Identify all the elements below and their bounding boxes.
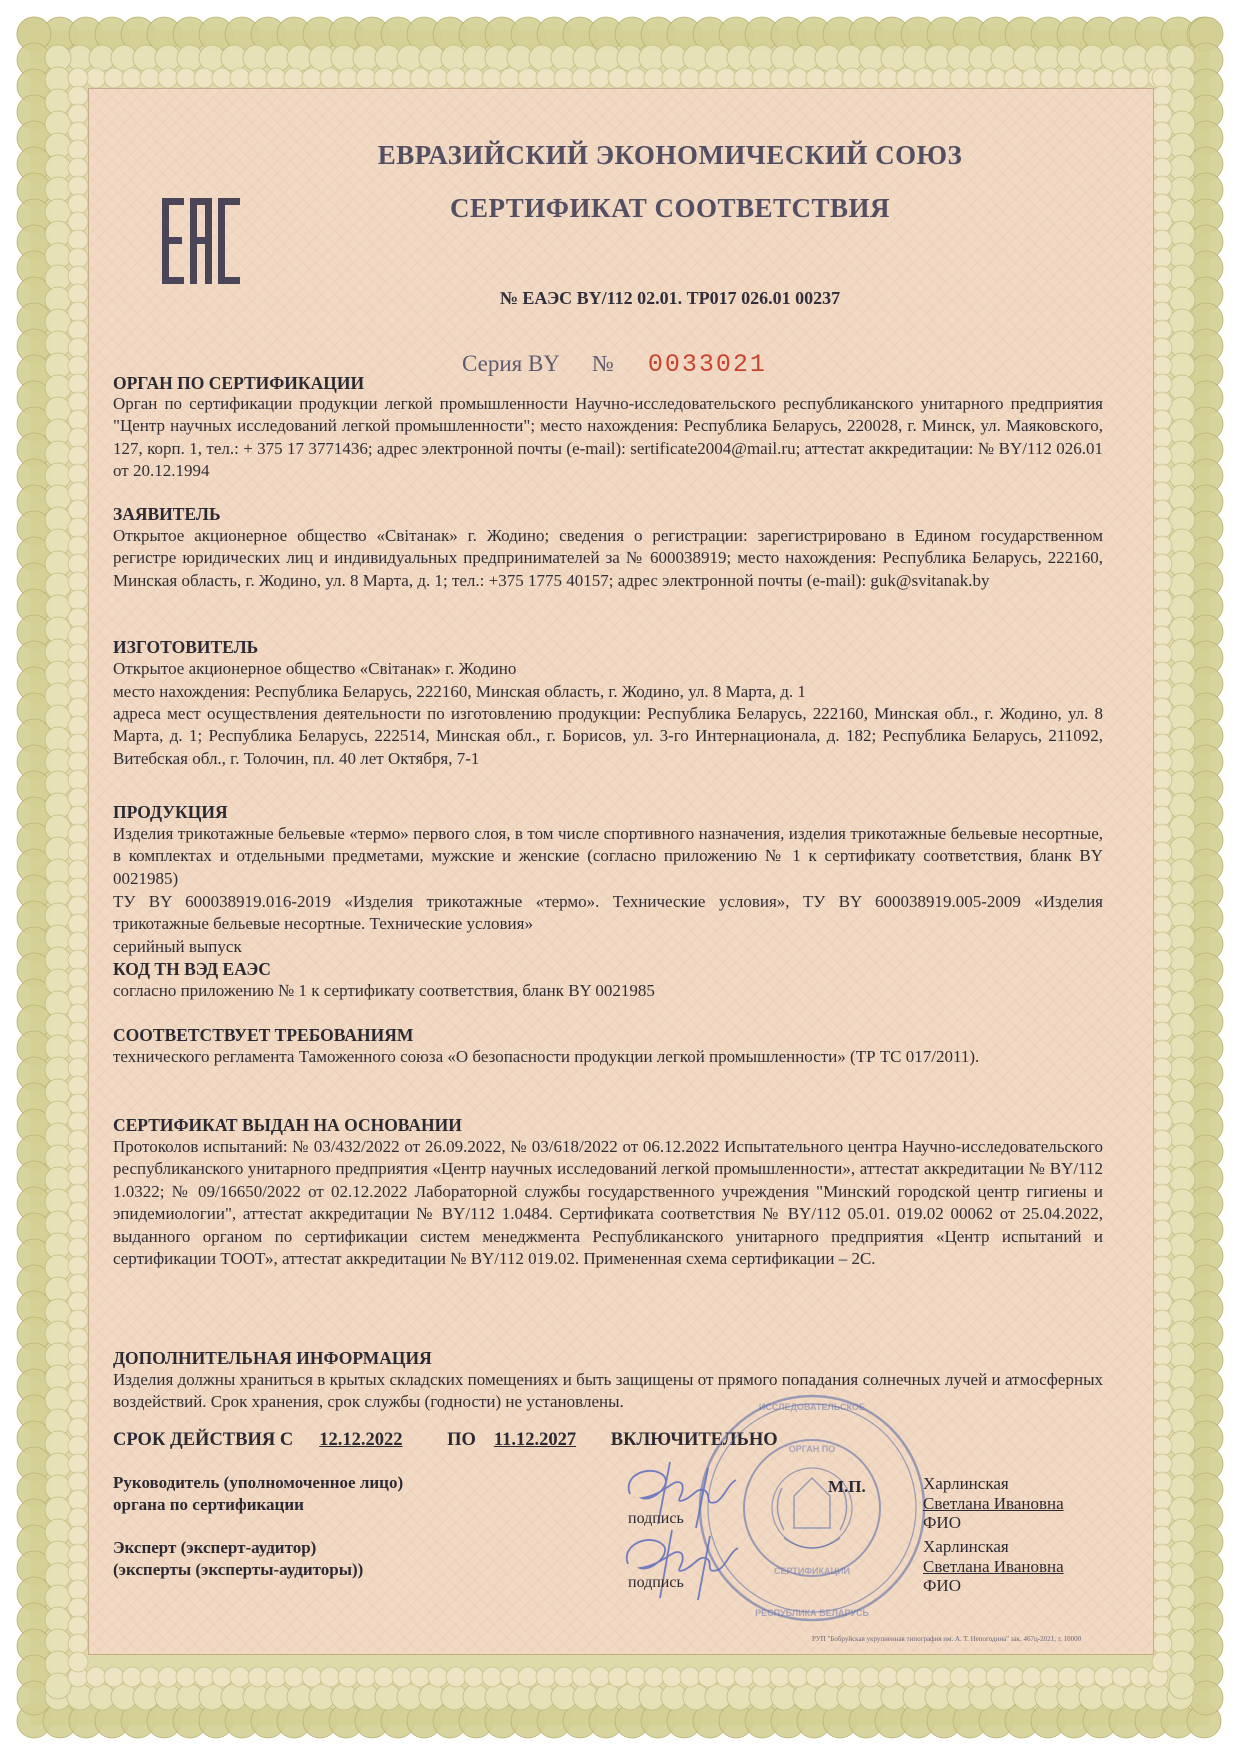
signature-1-caption: подпись bbox=[628, 1510, 684, 1527]
number-sign: № bbox=[591, 351, 614, 376]
series-number: 0033021 bbox=[647, 350, 767, 379]
head-given-names: Светлана Ивановна bbox=[923, 1493, 1064, 1513]
manufacturer-sites: адреса мест осуществления деятельности по изготовлению продукции: Республика Беларусь, 222160, Минская обл., г. Жодино, ул. 8 Марта, д. 1; Республика Беларусь, 222514, Минская обл., г. Борисов, ул. 3-го Интернационала, д. 182; Республика Беларусь, 211092, Витебская обл., г. Толочин, пл. 40 лет Октября, 7-1 bbox=[113, 704, 1103, 768]
validity-to-date: 11.12.2027 bbox=[493, 1430, 577, 1450]
svg-text:ОРГАН ПО: ОРГАН ПО bbox=[788, 1444, 836, 1454]
validity-to-label: ПО bbox=[447, 1430, 476, 1450]
validity-from-label: СРОК ДЕЙСТВИЯ С bbox=[113, 1430, 294, 1450]
expert-fio-caption: ФИО bbox=[923, 1576, 961, 1595]
head-label bbox=[113, 1472, 403, 1516]
signature-2-icon bbox=[612, 1520, 762, 1605]
section-title-certification-body: ОРГАН ПО СЕРТИФИКАЦИИ bbox=[113, 373, 365, 393]
validity-from-date: 12.12.2022 bbox=[319, 1430, 403, 1450]
section-title-applicant: ЗАЯВИТЕЛЬ bbox=[113, 504, 221, 524]
additional-text: Изделия должны храниться в крытых складских помещениях и быть защищены от прямого попадания солнечных лучей и атмосферных воздействий. Срок хранения, срок службы (годности) не установлены. bbox=[113, 1370, 1103, 1412]
tn-ved-text: согласно приложению № 1 к сертификату соответствия, бланк BY 0021985 bbox=[113, 981, 655, 1000]
svg-text:СЕРТИФИКАЦИИ: СЕРТИФИКАЦИИ bbox=[773, 1566, 851, 1576]
product-release-type: серийный выпуск bbox=[113, 937, 242, 956]
validity-line bbox=[113, 1430, 778, 1451]
requirements-text: технического регламента Таможенного союза «О безопасности продукции легкой промышленности» (ТР ТС 017/2011). bbox=[113, 1047, 980, 1066]
section-title-additional: ДОПОЛНИТЕЛЬНАЯ ИНФОРМАЦИЯ bbox=[113, 1348, 432, 1368]
union-heading: ЕВРАЗИЙСКИЙ ЭКОНОМИЧЕСКИЙ СОЮЗ bbox=[377, 140, 963, 170]
expert-label-line-2: (эксперты (эксперты-аудиторы)) bbox=[113, 1560, 364, 1579]
certificate-title: СЕРТИФИКАТ СООТВЕТСТВИЯ bbox=[449, 193, 891, 223]
head-name-block bbox=[923, 1474, 1064, 1533]
product-standards: ТУ BY 600038919.016-2019 «Изделия трикотажные «термо». Технические условия», ТУ BY 600038919.005-2009 «Изделия трикотажные бельевые несортные. Технические условия» bbox=[113, 892, 1103, 934]
certification-body-text: Орган по сертификации продукции легкой промышленности Научно-исследовательского республиканского унитарного предприятия "Центр научных исследований легкой промышленности"; место нахождения: Республика Беларусь, 220028, г. Минск, ул. Маяковского, 127, корп. 1, тел.: + 375 17 3771436; адрес электронной почты (e-mail): sertificate2004@mail.ru; аттестат аккредитации: № BY/112 026.01 от 20.12.1994 bbox=[113, 394, 1103, 481]
series-line bbox=[462, 350, 767, 379]
svg-text:ИССЛЕДОВАТЕЛЬСКОЕ: ИССЛЕДОВАТЕЛЬСКОЕ bbox=[758, 1402, 866, 1412]
manufacturer-name: Открытое акционерное общество «Світанак» г. Жодино bbox=[113, 659, 517, 678]
head-fio-caption: ФИО bbox=[923, 1513, 961, 1532]
product-description: Изделия трикотажные бельевые «термо» первого слоя, в том числе спортивного назначения, изделия трикотажные бельевые несортные, в комплектах и отдельными предметами, мужские и женские (согласно приложению № 1 к сертификату соответствия, бланк BY 0021985) bbox=[113, 824, 1103, 888]
signature-2-caption: подпись bbox=[628, 1574, 684, 1591]
basis-text: Протоколов испытаний: № 03/432/2022 от 26.09.2022, № 03/618/2022 от 06.12.2022 Испытательного центра Научно-исследовательского республиканского унитарного предприятия «Центр научных исследований легкой промышленности», аттестат аккредитации № BY/112 1.0322; № 09/16650/2022 от 02.12.2022 Лабораторной службы государственного учреждения "Минский городской центр гигиены и эпидемиологии", аттестат аккредитации № BY/112 1.0484. Сертификата соответствия № BY/112 05.01. 019.02 00062 от 25.04.2022, выданного органом по сертификации систем менеджмента Республиканского унитарного предприятия «Центр испытаний и сертификации ТООТ», аттестат аккредитации № BY/112 019.02. Примененная схема сертификации – 2С. bbox=[113, 1137, 1103, 1269]
certificate-number: № ЕАЭС BY/112 02.01. ТР017 026.01 00237 bbox=[499, 288, 841, 308]
manufacturer-location: место нахождения: Республика Беларусь, 222160, Минская область, г. Жодино, ул. 8 Марта, д. 1 bbox=[113, 682, 806, 701]
expert-surname: Харлинская bbox=[923, 1537, 1009, 1556]
section-title-tn-ved: КОД ТН ВЭД ЕАЭС bbox=[113, 959, 271, 979]
expert-given-names: Светлана Ивановна bbox=[923, 1556, 1064, 1576]
svg-text:РЕСПУБЛИКА БЕЛАРУСЬ: РЕСПУБЛИКА БЕЛАРУСЬ bbox=[755, 1608, 869, 1618]
section-title-requirements: СООТВЕТСТВУЕТ ТРЕБОВАНИЯМ bbox=[113, 1025, 414, 1045]
validity-inclusive: ВКЛЮЧИТЕЛЬНО bbox=[610, 1430, 778, 1450]
applicant-text: Открытое акционерное общество «Світанак» г. Жодино; сведения о регистрации: зарегистрировано в Едином государственном регистре юридических лиц и индивидуальных предпринимателей за № 600038919; место нахождения: Республика Беларусь, 222160, Минская область, г. Жодино, ул. 8 Марта, д. 1; тел.: +375 1775 40157; адрес электронной почты (e-mail): guk@svitanak.by bbox=[113, 526, 1103, 590]
section-title-product: ПРОДУКЦИЯ bbox=[113, 802, 228, 822]
head-surname: Харлинская bbox=[923, 1474, 1009, 1493]
expert-name-block bbox=[923, 1537, 1064, 1596]
printer-note: РУП "Бобруйская укрупненная типография им. А. Т. Непогодина" зак. 467ц-2021, т. 10000 bbox=[812, 1635, 1082, 1643]
series-label: Серия BY bbox=[462, 351, 560, 376]
section-title-basis: СЕРТИФИКАТ ВЫДАН НА ОСНОВАНИИ bbox=[113, 1115, 462, 1135]
expert-label-line-1: Эксперт (эксперт-аудитор) bbox=[113, 1538, 317, 1557]
head-label-line-1: Руководитель (уполномоченное лицо) bbox=[113, 1473, 404, 1492]
section-title-manufacturer: ИЗГОТОВИТЕЛЬ bbox=[113, 637, 259, 657]
expert-label bbox=[113, 1537, 363, 1581]
head-label-line-2: органа по сертификации bbox=[113, 1495, 304, 1514]
stamp-place-label: М.П. bbox=[828, 1477, 866, 1496]
